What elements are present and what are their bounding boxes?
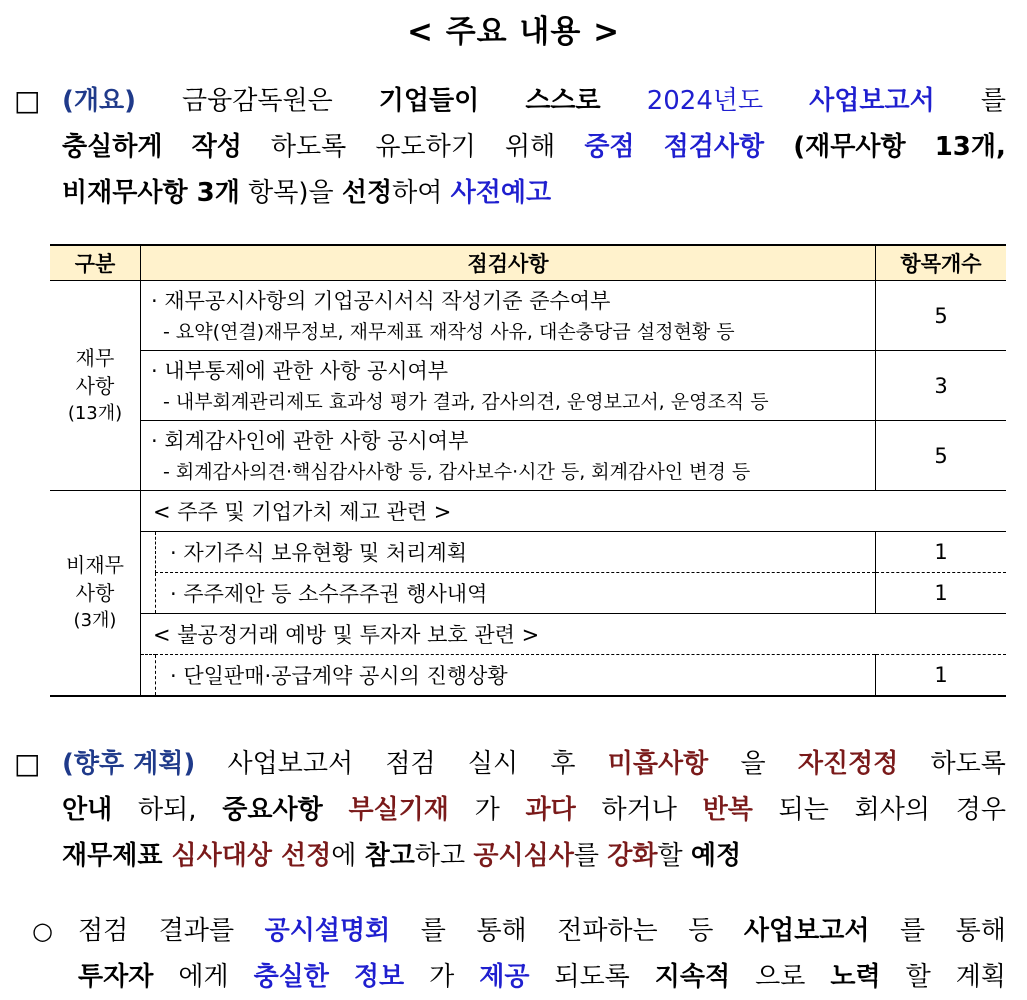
text-run: 를 [420, 916, 446, 946]
nonfinancial-group-label: < 불공정거래 예방 및 투자자 보호 관련 > [141, 614, 1007, 655]
text-run: 사전예고 [450, 178, 552, 208]
text-run: 점검 [78, 916, 129, 946]
text-run: 참고 [364, 841, 415, 871]
checklist-table [50, 244, 1006, 697]
item-count: 1 [876, 655, 1007, 697]
financial-category [50, 281, 141, 491]
plan-line-1 [62, 741, 1006, 787]
nonfinancial-item: · 주주제안 등 소수주주권 행사내역 [156, 573, 876, 614]
nonfinancial-group-label: < 주주 및 기업가치 제고 관련 > [141, 491, 1007, 532]
item-main: · 내부통제에 관한 사항 공시여부 [151, 358, 449, 383]
table-row [50, 491, 1006, 532]
item-main: · 회계감사인에 관한 사항 공시여부 [151, 428, 469, 453]
table-row [50, 655, 1006, 697]
table-row [50, 421, 1006, 491]
text-run: 선정 [341, 178, 393, 208]
text-run: 13개, [934, 132, 1006, 162]
note-line-2 [78, 954, 1006, 1000]
text-run: 부실기재 [348, 795, 449, 825]
indent-spacer [141, 532, 156, 573]
text-run: 안내 [62, 795, 113, 825]
nonfinancial-category-line: 사항 [75, 581, 115, 605]
text-run: 으로 [755, 962, 806, 992]
text-run: 중점 [584, 132, 635, 162]
item-count: 3 [876, 351, 1007, 421]
text-run: 항목)을 [239, 178, 342, 208]
text-run: 를 [899, 916, 926, 946]
header-count: 항목개수 [876, 245, 1007, 281]
note-paragraph [78, 908, 1006, 1000]
text-run: 투자자 [78, 962, 154, 992]
text-run: 작성 [191, 132, 242, 162]
item-sub: - 회계감사의견·핵심감사사항 등, 감사보수·시간 등, 회계감사인 변경 등 [163, 460, 751, 483]
text-run: 스스로 [525, 86, 601, 116]
overview-line-3 [62, 170, 1006, 216]
text-run: (재무사항 [793, 132, 906, 162]
text-run: 하도록 [930, 749, 1006, 779]
nonfinancial-category-line: 비재무 [66, 553, 124, 577]
overview-tag: (개요) [62, 86, 136, 116]
text-run: 자진정정 [797, 749, 899, 779]
plan-line-2 [62, 787, 1006, 833]
item-sub: - 요약(연결)재무정보, 재무제표 재작성 사유, 대손충당금 설정현황 등 [163, 320, 735, 343]
text-run: 제공 [479, 962, 530, 992]
text-run: 공시설명회 [264, 916, 391, 946]
text-run: 통해 [476, 916, 527, 946]
text-run: 공시심사 [473, 841, 574, 871]
text-run: 유도하기 [375, 132, 476, 162]
text-run: 재무제표 [62, 841, 172, 871]
overview-bullet: □ [14, 84, 41, 117]
text-run: 통해 [955, 916, 1006, 946]
text-run: 가 [474, 795, 500, 825]
text-run: 비재무사항 3개 [62, 178, 240, 208]
text-run: 하여 [392, 178, 451, 208]
text-run: 충실하게 [62, 132, 163, 162]
plan-line-3 [62, 833, 1006, 879]
text-run: 2024년도 [646, 86, 764, 116]
note-bullet: ○ [32, 917, 53, 945]
item-count: 5 [876, 281, 1007, 351]
text-run: 강화 [607, 841, 658, 871]
text-run: 정보 [353, 962, 405, 992]
nonfinancial-category-count: (3개) [73, 610, 117, 631]
plan-paragraph [62, 741, 1006, 879]
financial-category-count: (13개) [67, 402, 123, 424]
text-run: 금융감독원은 [182, 86, 333, 116]
financial-category-line: 재무 [75, 345, 115, 370]
text-run: 실시 [467, 749, 519, 779]
text-run: 예정 [690, 841, 742, 871]
item-count: 1 [876, 573, 1007, 614]
table-header-row [50, 245, 1006, 281]
indent-spacer [141, 573, 156, 614]
text-run: 후 [550, 749, 576, 779]
text-run: 회사의 [854, 795, 930, 825]
text-run: 하되, [137, 795, 197, 825]
text-run: 을 [740, 749, 766, 779]
overview-line-1 [62, 78, 1006, 124]
text-run: 하도록 [270, 132, 347, 162]
nonfinancial-item: · 자기주식 보유현황 및 처리계획 [156, 532, 876, 573]
table-row [50, 573, 1006, 614]
item-sub: - 내부회계관리제도 효과성 평가 결과, 감사의견, 운영보고서, 운영조직 등 [163, 390, 769, 413]
nonfinancial-category [50, 491, 141, 697]
text-run: 위해 [504, 132, 556, 162]
table-row [50, 281, 1006, 351]
table-row [50, 532, 1006, 573]
text-run: 계획 [955, 962, 1006, 992]
text-run: 노력 [830, 962, 881, 992]
overview-line-2 [62, 124, 1006, 170]
text-run: 할 [657, 841, 691, 871]
overview-paragraph [62, 78, 1006, 216]
text-run: 점검 [385, 749, 436, 779]
text-run: 기업들이 [378, 86, 480, 116]
note-line-1 [78, 908, 1006, 954]
text-run: 경우 [955, 795, 1006, 825]
text-run: 되도록 [554, 962, 630, 992]
text-run: 중요사항 [222, 795, 323, 825]
text-run: 전파하는 [557, 916, 658, 946]
text-run: 등 [688, 916, 714, 946]
text-run: 미흡사항 [607, 749, 709, 779]
plan-tag: (향후 계획) [62, 749, 196, 779]
financial-category-line: 사항 [75, 373, 115, 398]
table-row [50, 351, 1006, 421]
text-run: 지속적 [654, 962, 731, 992]
text-run: 반복 [702, 795, 753, 825]
table-row [50, 614, 1006, 655]
text-run: 사업보고서 [809, 86, 935, 116]
item-main: · 재무공시사항의 기업공시서식 작성기준 준수여부 [151, 288, 611, 313]
text-run: 사업보고서 [227, 749, 354, 779]
text-run: 되는 [778, 795, 829, 825]
header-items: 점검사항 [141, 245, 876, 281]
indent-spacer [141, 655, 156, 697]
text-run: 과다 [525, 795, 576, 825]
text-run: 에게 [178, 962, 229, 992]
text-run: 에 [331, 841, 365, 871]
header-category: 구분 [50, 245, 141, 281]
text-run: 가 [429, 962, 455, 992]
section-title: < 주요 내용 > [406, 14, 621, 50]
text-run: 충실한 [253, 962, 329, 992]
item-count: 5 [876, 421, 1007, 491]
text-run: 를 [980, 86, 1006, 116]
item-count: 1 [876, 532, 1007, 573]
financial-item [141, 351, 876, 421]
nonfinancial-item: · 단일판매·공급계약 공시의 진행상황 [156, 655, 876, 697]
text-run: 할 [905, 962, 931, 992]
text-run: 결과를 [158, 916, 235, 946]
text-run: 하고 [414, 841, 474, 871]
text-run: 를 [573, 841, 608, 871]
financial-item [141, 281, 876, 351]
plan-bullet: □ [14, 747, 41, 780]
text-run: 점검사항 [663, 132, 765, 162]
text-run: 심사대상 선정 [171, 841, 332, 871]
financial-item [141, 421, 876, 491]
text-run: 사업보고서 [743, 916, 870, 946]
text-run: 하거나 [601, 795, 677, 825]
